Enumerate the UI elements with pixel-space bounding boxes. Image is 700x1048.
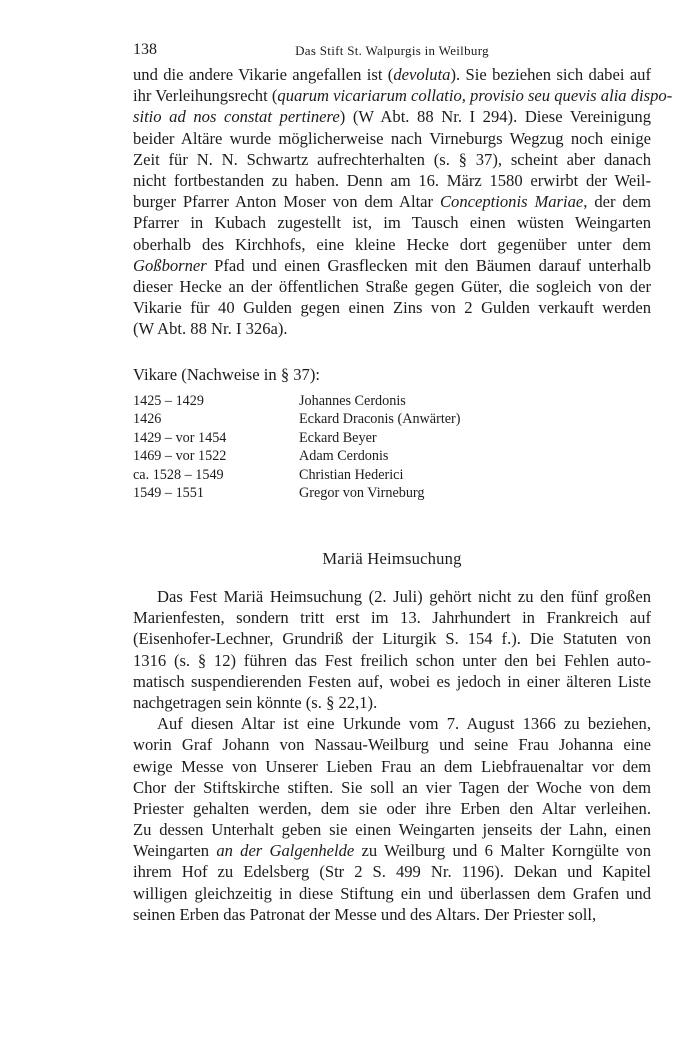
text-line xyxy=(133,840,651,861)
vikare-years: 1469 – vor 1522 xyxy=(133,448,227,465)
text-line xyxy=(133,607,651,628)
vikare-years: 1549 – 1551 xyxy=(133,484,204,501)
text-segment: ewige Messe von Unserer Lieben Frau an dem Liebfrauenaltar vor dem xyxy=(133,756,651,776)
vikare-name: Gregor von Virneburg xyxy=(299,484,425,501)
vikare-years: 1425 – 1429 xyxy=(133,393,204,409)
italic-phrase: an der Galgenhelde xyxy=(216,841,355,861)
running-head xyxy=(133,40,651,60)
text-segment: , der dem xyxy=(583,192,651,212)
text-line xyxy=(133,191,651,212)
text-line xyxy=(133,628,651,649)
italic-phrase: sitio ad nos constat pertinere xyxy=(133,107,340,127)
text-segment: Pfarrer in Kubach zugestellt ist, im Tausch einen wüsten Weingarten xyxy=(133,213,651,233)
text-segment: (W Abt. 88 Nr. I 326a). xyxy=(133,319,288,339)
text-line xyxy=(133,756,651,777)
text-segment: beider Altäre wurde möglicherweise nach Virneburgs Wegzug noch einige xyxy=(133,128,651,148)
italic-phrase: Goßborner xyxy=(133,255,207,275)
text-segment: Priester gehalten werden, dem sie oder ihre Erben den Altar verleihen. xyxy=(133,798,651,818)
vikare-name: Eckard Draconis (Anwärter) xyxy=(299,411,461,428)
text-segment: ihrem Hof zu Edelsberg (Str 2 S. 499 Nr. 1196). Dekan und Kapitel xyxy=(133,862,651,882)
vikare-row xyxy=(133,447,533,465)
text-line xyxy=(133,819,651,840)
vikare-name: Eckard Beyer xyxy=(299,429,377,446)
vikare-row xyxy=(133,466,533,484)
vikare-row xyxy=(133,429,533,447)
text-segment: zu Weilburg und 6 Malter Korngülte von xyxy=(354,841,652,861)
section-title: Mariä Heimsuchung xyxy=(322,549,462,568)
text-segment: willigen gleichzeitig in diese Stiftung ein und überlassen dem Grafen und xyxy=(133,883,651,903)
vikare-row xyxy=(133,392,533,410)
text-segment: (Eisenhofer-Lechner, Grundriß der Liturgik S. 154 f.). Die Statuten von xyxy=(133,629,651,649)
text-segment: Pfad und einen Grasflecken mit den Bäumen darauf unterhalb xyxy=(206,255,651,275)
vikare-years: 1426 xyxy=(133,411,162,428)
text-line xyxy=(133,798,651,819)
text-line xyxy=(133,255,651,276)
italic-phrase: quarum vicariarum collatio, provisio seu quevis alia dispo- xyxy=(277,86,673,106)
vikare-name: Johannes Cerdonis xyxy=(299,393,406,409)
paragraph-heimsuchung xyxy=(133,586,651,925)
text-line xyxy=(133,883,651,904)
text-segment: nicht fortbestanden zu haben. Denn am 16. März 1580 erwirbt der Weil- xyxy=(133,170,651,190)
text-segment: 1316 (s. § 12) führen das Fest freilich schon unter den bei Fehlen auto- xyxy=(133,650,651,670)
vikare-years: 1429 – vor 1454 xyxy=(133,429,227,446)
text-segment: matisch suspendierenden Festen auf, wobei es jedoch in einer älteren Liste xyxy=(133,671,651,691)
text-segment: Chor der Stiftskirche stiften. Sie soll an vier Tagen der Woche von dem xyxy=(133,777,651,797)
text-segment: ) (W Abt. 88 Nr. I 294). Diese Vereinigung xyxy=(339,107,651,127)
text-line xyxy=(133,234,651,255)
text-segment: ). Sie beziehen sich dabei auf xyxy=(450,65,652,84)
text-line xyxy=(133,777,651,798)
text-line xyxy=(133,713,651,734)
text-segment: Marienfesten, sondern tritt erst im 13. Jahrhundert in Frankreich auf xyxy=(133,608,651,628)
text-line xyxy=(133,318,651,339)
text-line xyxy=(133,85,673,106)
vikare-name: Christian Hederici xyxy=(299,466,404,483)
page-number: 138 xyxy=(133,41,157,58)
text-line xyxy=(133,671,651,692)
text-segment: burger Pfarrer Anton Moser von dem Altar xyxy=(133,192,440,212)
text-segment: Zu dessen Unterhalt geben sie einen Weingarten jenseits der Lahn, einen xyxy=(133,820,651,840)
text-line xyxy=(133,64,651,85)
italic-phrase: Conceptionis Mariae xyxy=(439,192,584,212)
vikare-list xyxy=(133,392,533,502)
text-line xyxy=(133,128,651,149)
text-segment: Weingarten xyxy=(133,841,217,861)
text-segment: nachgetragen sein könnte (s. § 22,1). xyxy=(133,692,378,712)
text-line xyxy=(133,586,651,607)
text-line xyxy=(133,861,651,882)
text-segment: und die andere Vikarie angefallen ist ( xyxy=(133,65,394,84)
text-segment: Zeit für N. N. Schwartz aufrechterhalten (s. § 37), scheint aber danach xyxy=(133,149,651,169)
running-title: Das Stift St. Walpurgis in Weilburg xyxy=(295,43,489,58)
text-line xyxy=(133,106,651,127)
vikare-years: ca. 1528 – 1549 xyxy=(133,466,224,483)
text-line xyxy=(133,297,651,318)
text-line xyxy=(133,276,651,297)
text-segment: worin Graf Johann von Nassau-Weilburg und seine Frau Johanna eine xyxy=(133,735,651,755)
text-segment: seinen Erben das Patronat der Messe und des Altars. Der Priester soll, xyxy=(133,904,597,924)
text-line xyxy=(133,170,651,191)
text-segment: oberhalb des Kirchhofs, eine kleine Hecke dort gegenüber unter dem xyxy=(133,234,651,254)
text-segment: dieser Hecke an der öffentlichen Straße gegen Güter, die sogleich von der xyxy=(133,276,651,296)
paragraph-vikarie xyxy=(133,64,673,339)
text-line xyxy=(133,734,651,755)
italic-phrase: devoluta xyxy=(393,65,451,84)
text-line xyxy=(133,904,651,925)
vikare-name: Adam Cerdonis xyxy=(299,448,389,465)
vikare-row xyxy=(133,484,533,502)
text-line xyxy=(133,692,651,713)
text-segment: Das Fest Mariä Heimsuchung (2. Juli) gehört nicht zu den fünf großen xyxy=(157,587,651,606)
text-line xyxy=(133,149,651,170)
text-line xyxy=(133,650,651,671)
text-segment: ihr Verleihungsrecht ( xyxy=(133,86,278,106)
vikare-row xyxy=(133,410,533,428)
text-segment: Auf diesen Altar ist eine Urkunde vom 7. August 1366 zu beziehen, xyxy=(157,714,651,734)
text-segment: Vikarie für 40 Gulden gegen einen Zins von 2 Gulden verkauft werden xyxy=(133,298,651,318)
text-line xyxy=(133,212,651,233)
vikare-heading: Vikare (Nachweise in § 37): xyxy=(133,365,320,384)
